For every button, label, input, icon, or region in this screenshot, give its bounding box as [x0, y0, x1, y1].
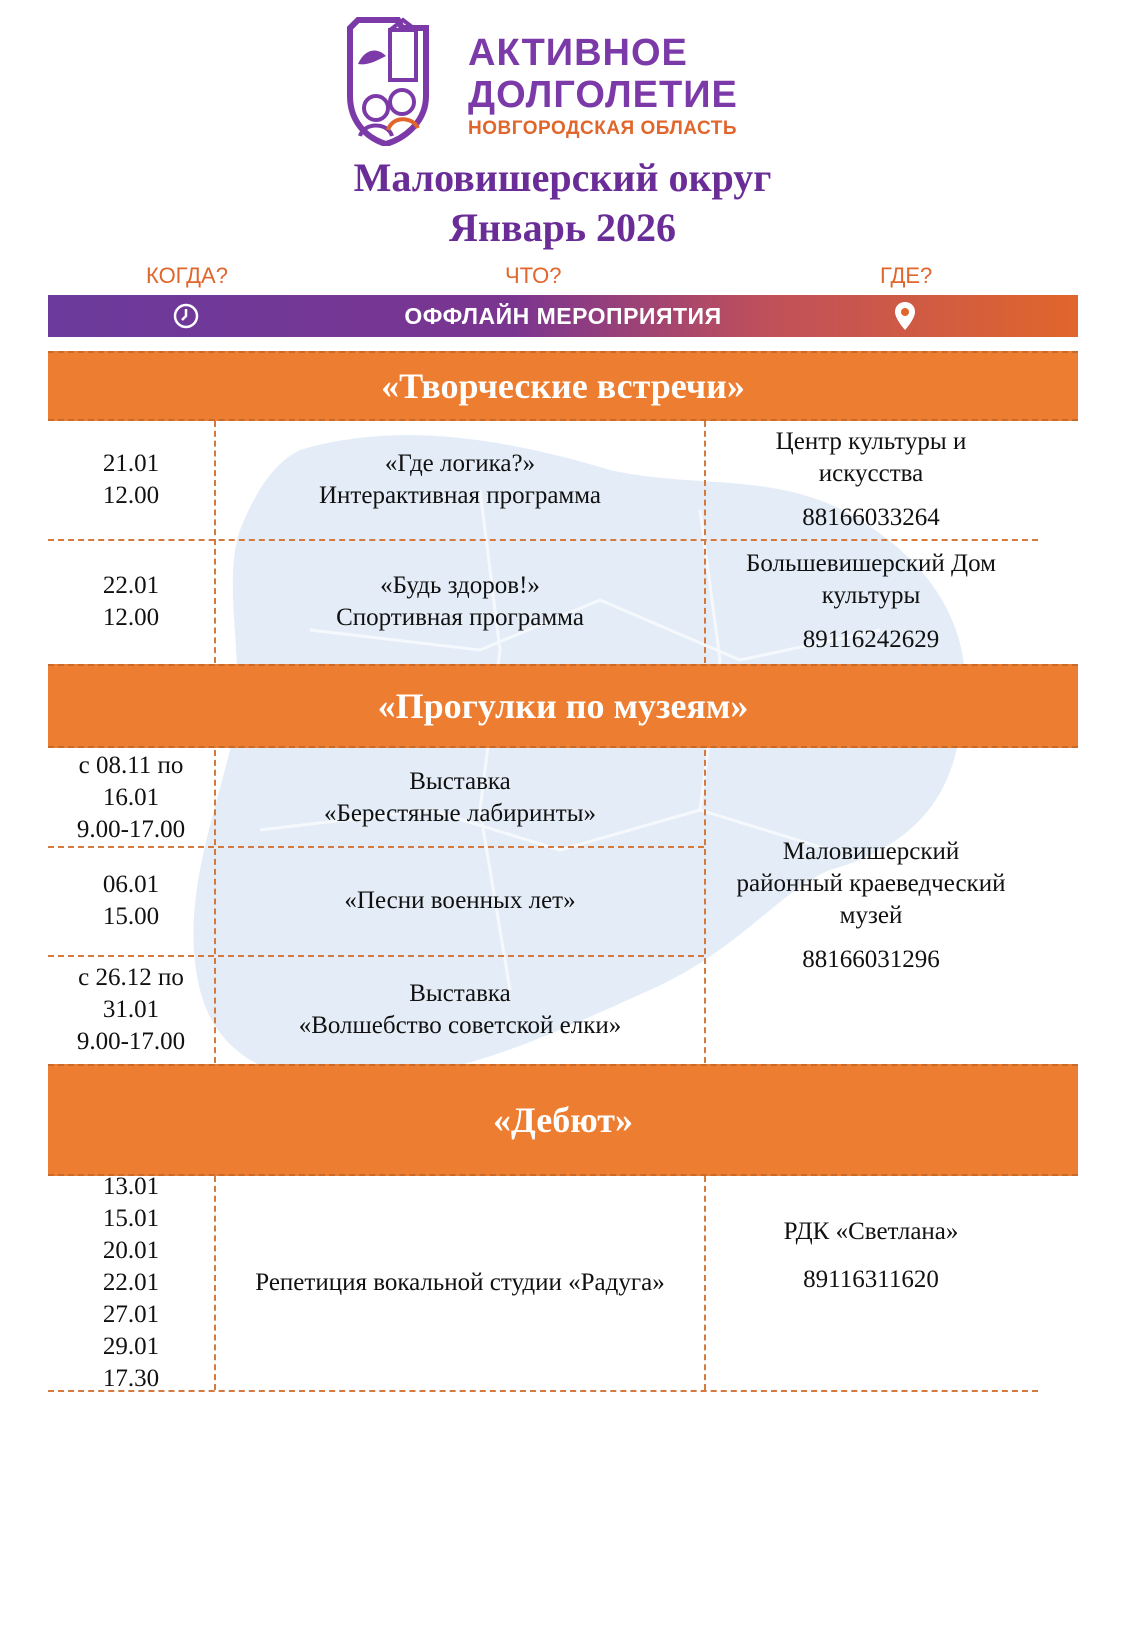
column-label-where: ГДЕ? [880, 263, 933, 288]
column-label-when: КОГДА? [146, 263, 228, 288]
date-cell [48, 848, 214, 954]
section-header-debut: «Дебют» [48, 1064, 1078, 1176]
column-divider [704, 421, 706, 663]
date-cell [48, 750, 214, 846]
event-date-range-start: с 08.11 по [78, 752, 184, 779]
event-time: 12.00 [102, 604, 160, 631]
section-header-creative-meetings: «Творческие встречи» [48, 351, 1078, 421]
event-date: 13.01 [102, 1173, 160, 1200]
event-date-range-start: с 26.12 по [78, 964, 184, 991]
event-type: Спортивная программа [336, 604, 584, 631]
place-phone: 88166033264 [802, 504, 940, 531]
event-type: Выставка [409, 980, 511, 1007]
event-type: Выставка [409, 768, 511, 795]
place-phone: 88166031296 [802, 946, 940, 973]
logo-line-3: НОВГОРОДСКАЯ ОБЛАСТЬ [468, 118, 738, 139]
section-header-museum-walks: «Прогулки по музеям» [48, 664, 1078, 748]
event-date: 06.01 [102, 871, 160, 898]
event-cell [216, 848, 704, 954]
event-name: «Берестяные лабиринты» [323, 800, 597, 827]
date-cell [48, 1173, 214, 1392]
event-time: 12.00 [102, 482, 160, 509]
month-title: Январь 2026 [449, 205, 676, 250]
place-name-line-1: Центр культуры и [775, 428, 967, 455]
event-name: «Где логика?» [384, 450, 536, 477]
event-cell [216, 957, 704, 1063]
column-divider [704, 750, 706, 1063]
event-date: 22.01 [102, 572, 160, 599]
date-cell [48, 541, 214, 663]
location-pin-icon [893, 300, 917, 332]
event-time: 17.30 [102, 1365, 160, 1392]
place-name-line-2: районный краеведческий [736, 870, 1006, 897]
banner-text: ОФФЛАЙН МЕРОПРИЯТИЯ [404, 303, 722, 329]
place-name-line-3: музей [839, 902, 903, 929]
place-cell [706, 541, 1036, 663]
logo-line-2: ДОЛГОЛЕТИЕ [468, 74, 738, 116]
place-name-line-1: Большевишерский Дом [746, 550, 996, 577]
event-name: «Песни военных лет» [344, 887, 576, 914]
logo-text [468, 32, 738, 142]
event-type: Интерактивная программа [319, 482, 601, 509]
event-date-range-end: 16.01 [102, 784, 160, 811]
column-divider [214, 750, 216, 1063]
place-cell [706, 421, 1036, 539]
place-cell [706, 1176, 1036, 1390]
column-divider [214, 421, 216, 663]
district-title: Маловишерский округ [353, 155, 772, 200]
table-bottom-border [48, 1390, 1038, 1392]
event-date: 27.01 [102, 1301, 160, 1328]
event-date: 29.01 [102, 1333, 160, 1360]
logo [358, 16, 778, 150]
event-time: 15.00 [102, 903, 160, 930]
event-cell [216, 1176, 704, 1390]
place-name-line-2: искусства [818, 460, 924, 487]
event-time: 9.00-17.00 [76, 816, 186, 843]
column-divider [214, 1176, 216, 1390]
place-name-line-1: Маловишерский [782, 838, 960, 865]
date-cell [48, 957, 214, 1063]
place-name-line-2: культуры [821, 582, 921, 609]
kremlin-couple-logo-icon [346, 16, 446, 146]
logo-line-1: АКТИВНОЕ [468, 32, 688, 74]
event-date: 20.01 [102, 1237, 160, 1264]
event-date-range-end: 31.01 [102, 996, 160, 1023]
event-name: «Будь здоров!» [380, 572, 540, 599]
event-cell [216, 541, 704, 663]
place-phone: 89116311620 [803, 1266, 939, 1293]
place-phone: 89116242629 [802, 626, 940, 653]
event-name: «Волшебство советской елки» [298, 1012, 622, 1039]
event-name: Репетиция вокальной студии «Радуга» [255, 1269, 665, 1296]
event-date: 15.01 [102, 1205, 160, 1232]
place-cell [706, 750, 1036, 1062]
event-date: 21.01 [102, 450, 160, 477]
event-cell [216, 750, 704, 846]
date-cell [48, 421, 214, 539]
place-name: РДК «Светлана» [783, 1218, 959, 1245]
event-cell [216, 421, 704, 539]
column-label-what: ЧТО? [505, 263, 562, 288]
column-divider [704, 1176, 706, 1390]
offline-events-banner [48, 295, 1078, 337]
event-time: 9.00-17.00 [76, 1028, 186, 1055]
event-date: 22.01 [102, 1269, 160, 1296]
